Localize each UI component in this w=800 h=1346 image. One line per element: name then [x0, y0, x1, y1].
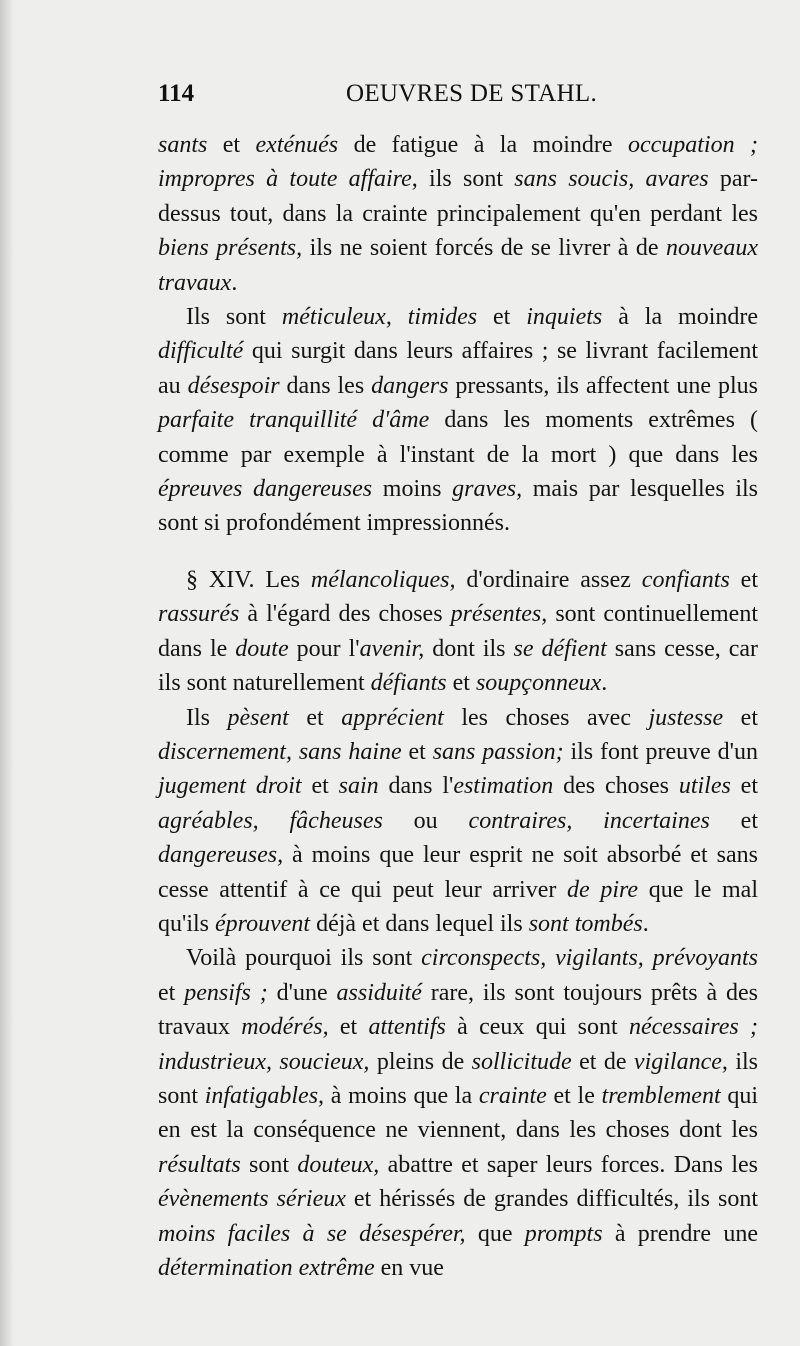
text-run: ils ne soient forcés de se livrer à de	[302, 235, 667, 262]
running-title: OEUVRES DE STAHL.	[346, 80, 598, 107]
emphasis-text: épreuves dangereuses	[158, 476, 373, 503]
emphasis-text: sollicitude	[471, 1048, 572, 1075]
text-run: ils sont	[158, 1048, 758, 1109]
paragraph	[158, 300, 758, 541]
emphasis-text: soupçonneux	[475, 670, 602, 697]
text-run: dans les	[279, 372, 372, 399]
text-run: dans l'	[378, 773, 454, 800]
text-run: et	[288, 704, 342, 731]
emphasis-text: doute	[235, 635, 289, 662]
text-run: et hérissés de grandes difficultés, ils sont	[345, 1186, 758, 1213]
paragraph	[158, 701, 758, 942]
text-run: et	[723, 704, 758, 731]
text-run: pour l'	[288, 635, 360, 662]
emphasis-text: sants	[158, 132, 208, 158]
emphasis-text: prompts	[524, 1220, 603, 1247]
emphasis-text: dangers	[371, 372, 449, 399]
emphasis-text: détermination extrême	[158, 1255, 375, 1281]
text-run: et	[477, 304, 527, 331]
paragraph-continued	[158, 128, 758, 300]
text-run: et	[446, 670, 476, 697]
emphasis-text: de pire	[567, 876, 639, 903]
emphasis-text: agréables, fâcheuses	[158, 807, 383, 834]
text-run: .	[601, 670, 608, 697]
emphasis-text: modérés,	[241, 1014, 329, 1041]
emphasis-text: parfaite tranquillité d'âme	[158, 407, 430, 434]
text-run: en vue	[374, 1255, 444, 1281]
text-run: à moins que leur esprit ne soit absorbé et sans cesse attentif à ce qui peut leur arriver	[158, 842, 758, 903]
emphasis-text: résultats	[158, 1151, 241, 1178]
emphasis-text: présentes,	[450, 601, 548, 628]
text-run: mais par lesquelles ils sont si profondément impressionnés.	[158, 476, 758, 537]
text-run: Ils sont	[186, 304, 282, 331]
emphasis-text: graves,	[452, 476, 523, 503]
emphasis-text: pensifs ;	[184, 979, 268, 1006]
text-run: sont continuellement dans le	[158, 601, 758, 662]
emphasis-text: biens présents,	[158, 235, 303, 262]
text-run: et	[401, 738, 433, 765]
emphasis-text: infatigables,	[204, 1082, 325, 1109]
page-header	[158, 80, 758, 114]
text-run: d'ordinaire assez	[455, 566, 642, 593]
text-run: sont	[240, 1151, 298, 1178]
page-body	[158, 128, 758, 1285]
emphasis-text: occupation ; impropres à toute affaire	[158, 132, 758, 193]
text-run: les choses avec	[443, 704, 649, 731]
text-run: d'une	[267, 979, 337, 1006]
text-run: qui en est la conséquence ne viennent, dans les choses dont les	[158, 1082, 758, 1144]
text-run: à moins que la	[324, 1082, 479, 1109]
emphasis-text: exténués	[255, 132, 339, 158]
emphasis-text: assiduité	[336, 979, 422, 1006]
text-run: et	[301, 773, 339, 800]
emphasis-text: attentifs	[368, 1014, 446, 1041]
emphasis-text: éprouvent	[215, 910, 311, 937]
text-run: de fatigue à la moindre	[338, 132, 628, 158]
emphasis-text: contraires, incertaines	[468, 807, 710, 834]
emphasis-text: évènements sérieux	[158, 1186, 346, 1213]
section-paragraph	[158, 563, 758, 701]
text-run: que le mal qu'ils	[158, 876, 759, 937]
emphasis-text: sans passion;	[432, 738, 564, 765]
emphasis-text: jugement droit	[158, 773, 302, 800]
emphasis-text: moins faciles à se désespérer,	[158, 1220, 466, 1247]
emphasis-text: circonspects, vigilants, prévoyants	[421, 945, 758, 972]
text-run: pressants, ils affectent une plus	[448, 372, 759, 399]
text-run: et	[328, 1014, 369, 1041]
emphasis-text: méticuleux, timides	[281, 304, 478, 331]
text-run: et	[158, 979, 185, 1006]
emphasis-text: se défient	[513, 635, 607, 662]
text-run: et le	[546, 1082, 602, 1109]
text-run: sans cesse, car ils sont naturellement	[158, 635, 759, 697]
emphasis-text: utiles	[678, 773, 731, 800]
emphasis-text: rassurés	[158, 601, 240, 628]
text-run: dont ils	[424, 635, 514, 662]
emphasis-text: tremblement	[601, 1082, 721, 1109]
text-run: rare, ils sont toujours prêts à des travaux	[158, 979, 758, 1041]
text-run: à la moindre	[602, 304, 759, 331]
emphasis-text: estimation	[453, 773, 554, 800]
text-run: ils font preuve d'un	[563, 738, 758, 765]
emphasis-text: justesse	[648, 704, 724, 731]
emphasis-text: crainte	[478, 1082, 547, 1109]
emphasis-text: apprécient	[341, 704, 444, 731]
text-run: Voilà pourquoi ils sont	[186, 945, 422, 972]
emphasis-text: sont tombés	[528, 910, 643, 937]
text-run: des choses	[553, 773, 679, 800]
text-run: et	[730, 773, 758, 800]
text-run: et	[709, 807, 759, 834]
emphasis-text: sain	[338, 773, 379, 800]
emphasis-text: désespoir	[187, 372, 280, 399]
text-run: qui surgit dans leurs affaires ; se livrant facilement au	[158, 338, 758, 399]
emphasis-text: dangereuses,	[158, 842, 284, 869]
text-run: Ils	[186, 704, 228, 731]
text-run: et	[729, 566, 759, 593]
text-run: § XIV. Les	[186, 566, 311, 593]
emphasis-text: défiants	[370, 670, 447, 697]
emphasis-text: pèsent	[227, 704, 289, 731]
page-number: 114	[158, 80, 195, 107]
text-run: ou	[382, 807, 469, 834]
emphasis-text: discernement, sans haine	[158, 738, 402, 765]
paragraph	[158, 941, 758, 1285]
text-run: .	[642, 910, 649, 937]
text-run: dans les moments extrêmes ( comme par exemple à l'instant de la mort ) que dans les	[158, 407, 758, 468]
text-run: à l'égard des choses	[239, 601, 451, 628]
emphasis-text: nécessaires ; industrieux, soucieux,	[158, 1014, 759, 1075]
text-run: et de	[571, 1048, 634, 1075]
text-run: pleins de	[369, 1048, 472, 1075]
emphasis-text: sans soucis, avares	[514, 166, 709, 193]
text-run: , ils sont	[411, 166, 515, 193]
text-run: que	[465, 1220, 525, 1247]
text-run: à ceux qui sont	[445, 1014, 629, 1041]
text-run: moins	[372, 476, 453, 503]
text-run: à prendre une	[602, 1220, 758, 1247]
emphasis-text: avenir,	[359, 635, 425, 662]
emphasis-text: vigilance,	[633, 1048, 728, 1075]
emphasis-text: mélancoliques,	[310, 566, 456, 593]
text-run: déjà et dans lequel ils	[310, 910, 529, 937]
text-run: abattre et saper leurs forces. Dans les	[379, 1151, 758, 1178]
emphasis-text: inquiets	[526, 304, 603, 331]
text-run: par-dessus tout, dans la crainte principalement qu'en perdant les	[158, 166, 758, 227]
emphasis-text: nouveaux travaux	[158, 235, 758, 296]
text-run: .	[231, 269, 238, 296]
emphasis-text: difficulté	[158, 338, 244, 365]
emphasis-text: douteux,	[297, 1151, 380, 1178]
text-run: et	[207, 132, 256, 158]
emphasis-text: confiants	[641, 566, 730, 593]
